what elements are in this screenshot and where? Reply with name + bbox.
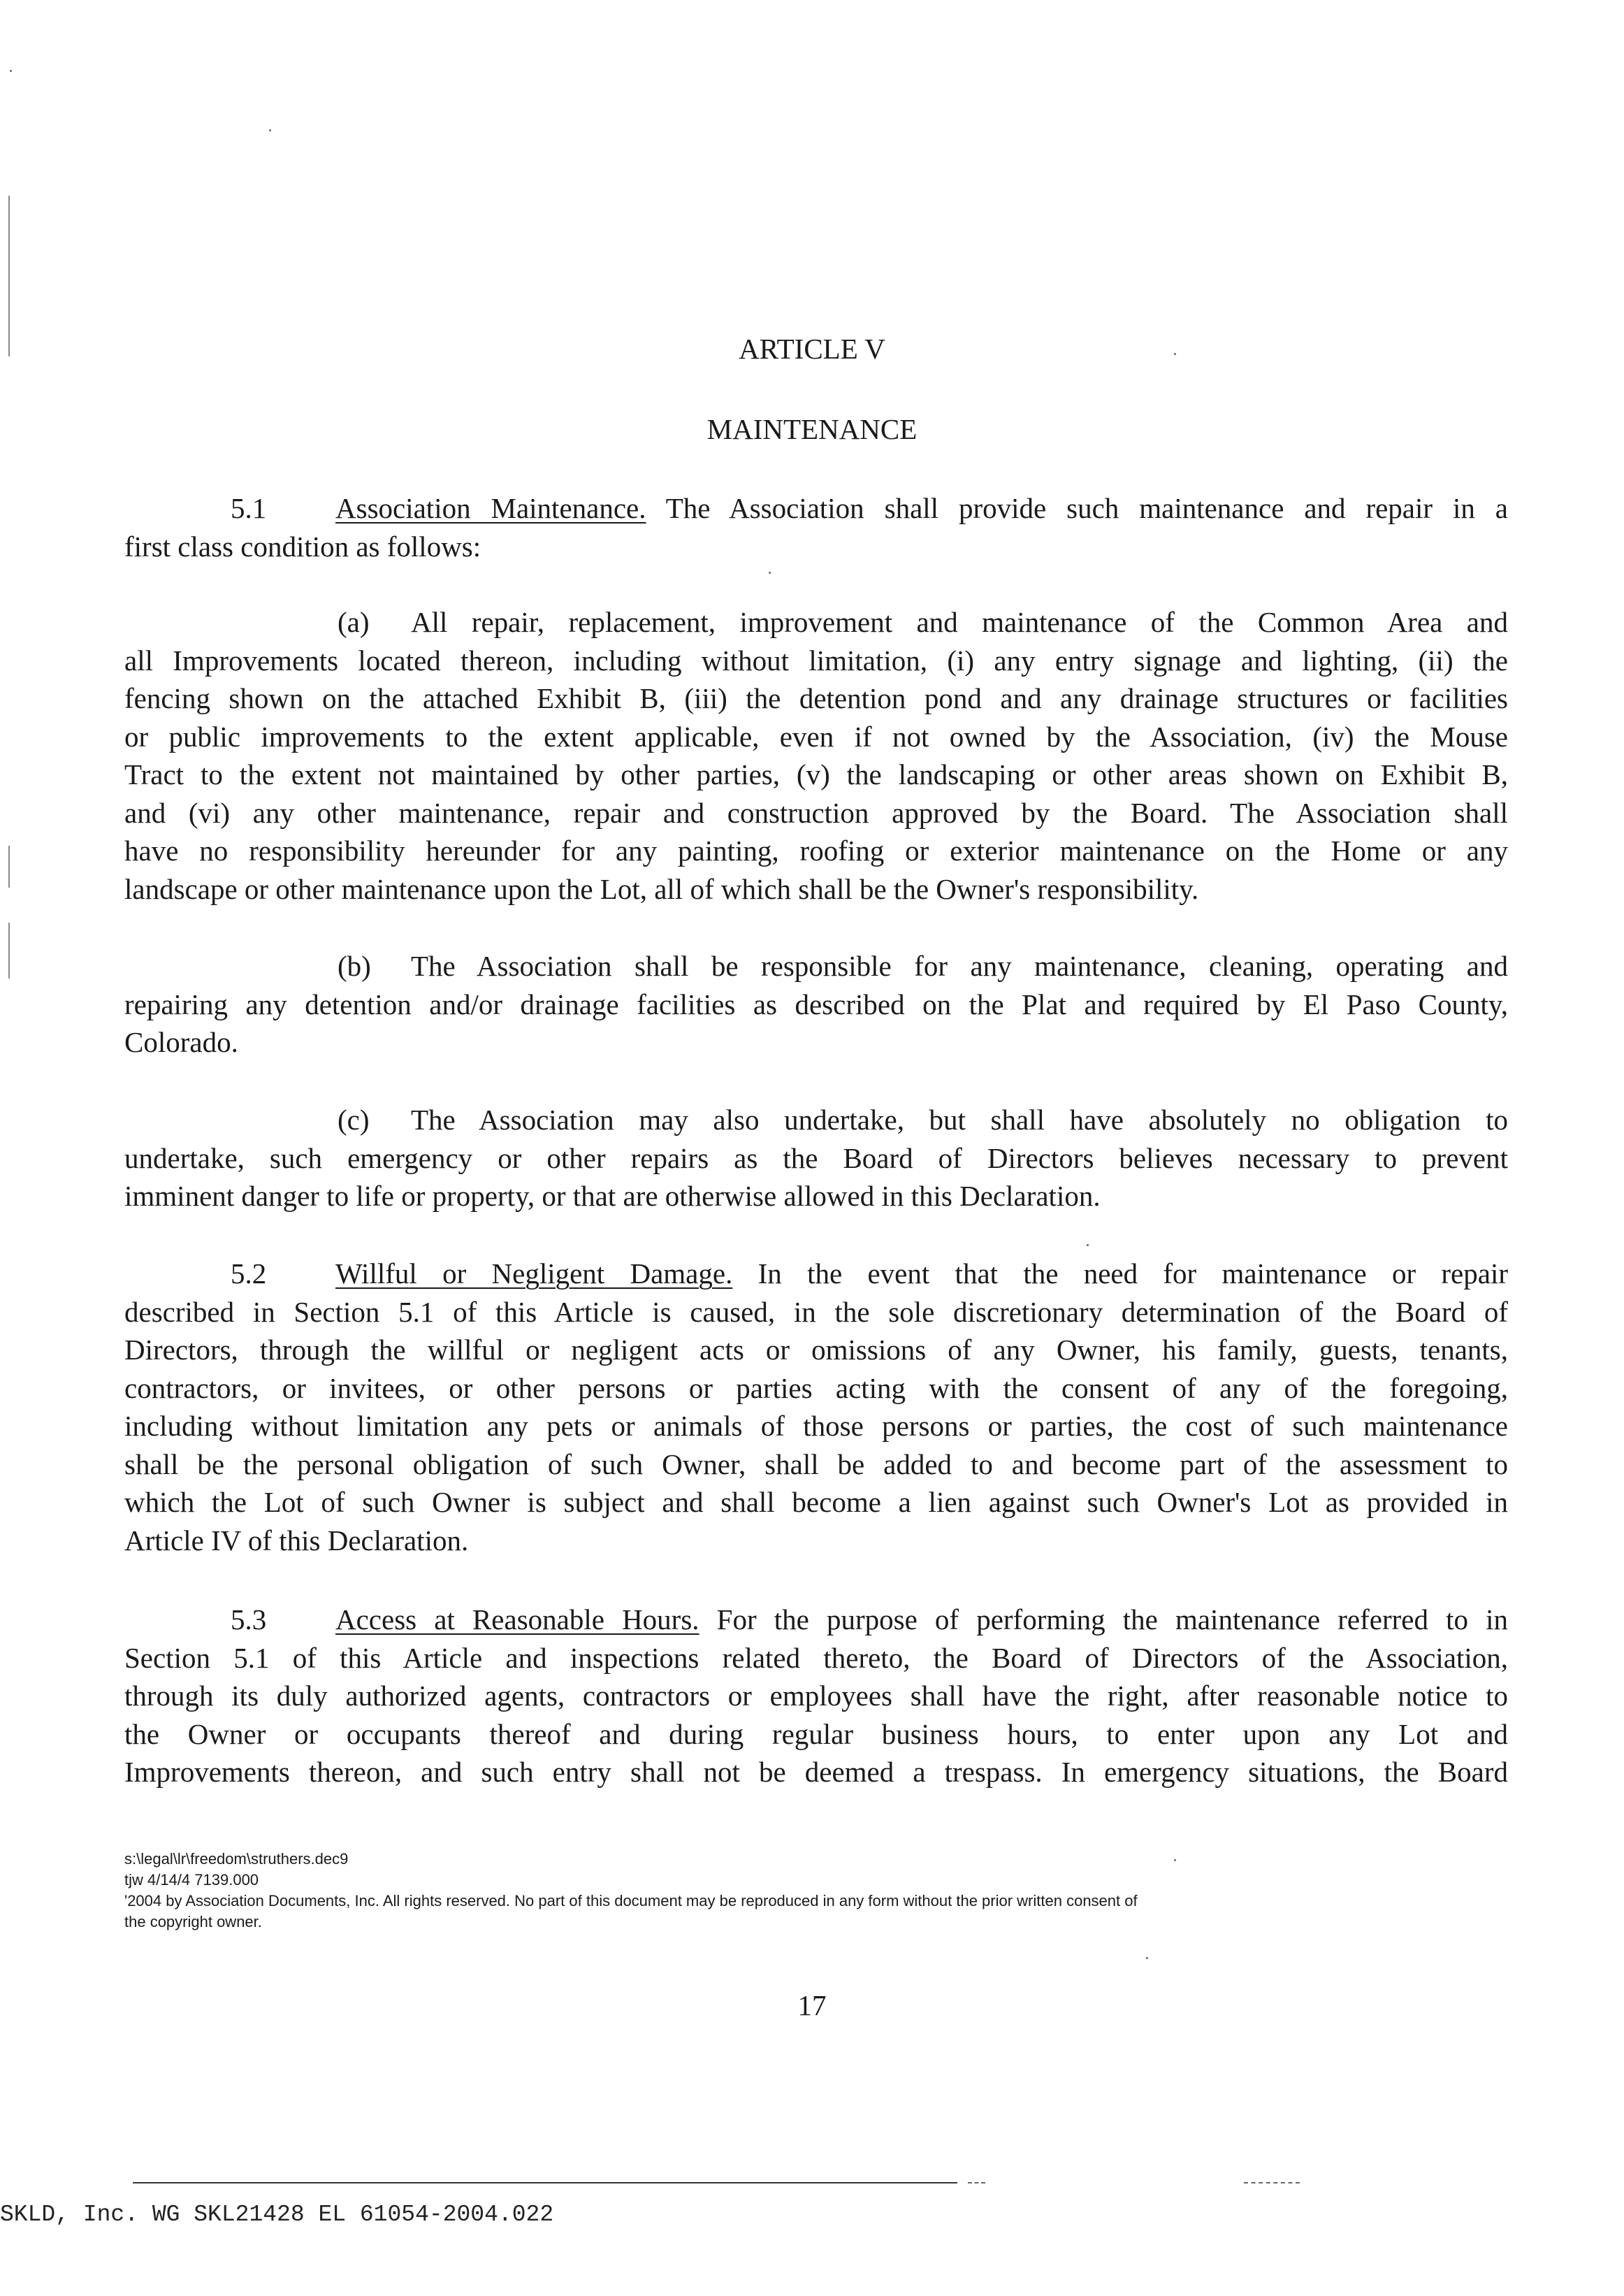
paragraph-a-line: fencing shown on the attached Exhibit B, (iii) the detention pond and any drainage structures or facilities [124, 682, 1508, 714]
footer-rule [133, 2182, 957, 2183]
section-5-3-line: through its duly authorized agents, contractors or employees shall have the right, after reasonable notice to [124, 1680, 1508, 1712]
paragraph-text: The Association may also undertake, but shall have absolutely no obligation to [411, 1104, 1508, 1136]
footer-file-path: s:\legal\lr\freedom\struthers.dec9 [124, 1850, 349, 1868]
section-number: 5.3 [231, 1603, 267, 1636]
section-text: For the purpose of performing the maintenance referred to in [699, 1603, 1509, 1636]
section-5-3-line: Improvements thereon, and such entry shall not be deemed a trespass. In emergency situations, the Board [124, 1756, 1508, 1788]
section-5-2-line: contractors, or invitees, or other persons or parties acting with the consent of any of the foregoing, [124, 1371, 1508, 1404]
paragraph-b [124, 947, 1508, 1062]
section-5-3-line: the Owner or occupants thereof and during regular business hours, to enter upon any Lot and [124, 1717, 1508, 1750]
footer-copyright-owner: the copyright owner. [124, 1913, 262, 1930]
scan-speck [269, 129, 271, 131]
document-id-stamp: SKLD, Inc. WG SKL21428 EL 61054-2004.022 [0, 2202, 554, 2228]
paragraph-a-line: have no responsibility hereunder for any painting, roofing or exterior maintenance on the Home or any [124, 835, 1508, 867]
paragraph-c-line: imminent danger to life or property, or that are otherwise allowed in this Declaration. [124, 1180, 1101, 1212]
section-5-2-line: including without limitation any pets or animals of those persons or parties, the cost of such maintenance [124, 1410, 1508, 1442]
section-5-3-line [231, 1601, 1508, 1639]
paragraph-a-line: Tract to the extent not maintained by other parties, (v) the landscaping or other areas shown on Exhibit B, [124, 758, 1508, 790]
scan-speck [769, 572, 771, 574]
section-5-2-line: Article IV of this Declaration. [124, 1524, 469, 1557]
article-title: MAINTENANCE [706, 413, 918, 445]
paragraph-label: (b) [338, 950, 371, 982]
paragraph-label: (a) [338, 606, 370, 638]
section-heading: Association Maintenance. [335, 492, 646, 524]
scan-speck [10, 70, 12, 72]
section-5-1 [124, 489, 1508, 565]
section-5-3-line: Section 5.1 of this Article and inspections related thereto, the Board of Directors of the Association, [124, 1641, 1508, 1674]
section-heading: Willful or Negligent Damage. [335, 1257, 733, 1290]
paragraph-a [124, 603, 1508, 908]
paragraph-c [124, 1101, 1508, 1215]
section-5-2-line: shall be the personal obligation of such Owner, shall be added to and become part of the assessment to [124, 1447, 1508, 1480]
paragraph-c-line [338, 1101, 1508, 1139]
section-5-3 [124, 1601, 1508, 1791]
paragraph-b-line: repairing any detention and/or drainage facilities as described on the Plat and required by El Paso County, [124, 988, 1508, 1020]
paragraph-a-line: landscape or other maintenance upon the Lot, all of which shall be the Owner's responsibility. [124, 872, 1199, 905]
article-number: ARTICLE V [739, 333, 885, 365]
footer-rule-dashes [968, 2182, 985, 2183]
section-5-2-line: which the Lot of such Owner is subject and shall become a lien against such Owner's Lot as provided in [124, 1486, 1508, 1518]
footer-rule-dashes [1244, 2182, 1300, 2183]
paragraph-b-line [338, 947, 1508, 985]
scan-speck [1087, 1244, 1089, 1246]
section-5-1-line: first class condition as follows: [124, 530, 481, 563]
section-5-2 [124, 1255, 1508, 1559]
section-text: In the event that the need for maintenance or repair [732, 1257, 1508, 1290]
paragraph-a-line: or public improvements to the extent applicable, even if not owned by the Association, (iv) the Mouse [124, 720, 1508, 753]
paragraph-b-line: Colorado. [124, 1026, 238, 1058]
section-5-1-line [231, 489, 1508, 528]
page-number: 17 [797, 1989, 827, 2021]
paragraph-a-line [338, 603, 1508, 642]
scan-speck [1146, 1957, 1148, 1959]
document-footer [124, 1849, 1494, 1933]
paragraph-text: The Association shall be responsible for any maintenance, cleaning, operating and [411, 950, 1508, 982]
paragraph-label: (c) [338, 1104, 370, 1136]
paragraph-c-line: undertake, such emergency or other repairs as the Board of Directors believes necessary to prevent [124, 1141, 1508, 1174]
section-number: 5.1 [231, 492, 267, 524]
section-number: 5.2 [231, 1257, 267, 1290]
footer-initials-date: tjw 4/14/4 7139.000 [124, 1871, 259, 1889]
section-text: The Association shall provide such maintenance and repair in a [646, 492, 1508, 524]
paragraph-a-line: all Improvements located thereon, including without limitation, (i) any entry signage and lighting, (ii) the [124, 644, 1508, 677]
paragraph-text: All repair, replacement, improvement and maintenance of the Common Area and [411, 606, 1508, 638]
paragraph-a-line: and (vi) any other maintenance, repair and construction approved by the Board. The Association shall [124, 796, 1508, 829]
scan-margin-mark [8, 923, 10, 979]
section-5-2-line [231, 1255, 1508, 1293]
section-heading: Access at Reasonable Hours. [335, 1603, 699, 1636]
footer-copyright: '2004 by Association Documents, Inc. All rights reserved. No part of this document may be reproduced in any form without the prior written consent of [124, 1892, 1138, 1909]
scan-margin-mark [8, 846, 10, 888]
section-5-2-line: described in Section 5.1 of this Article is caused, in the sole discretionary determination of the Board of [124, 1295, 1508, 1328]
section-5-2-line: Directors, through the willful or negligent acts or omissions of any Owner, his family, guests, tenants, [124, 1334, 1508, 1366]
